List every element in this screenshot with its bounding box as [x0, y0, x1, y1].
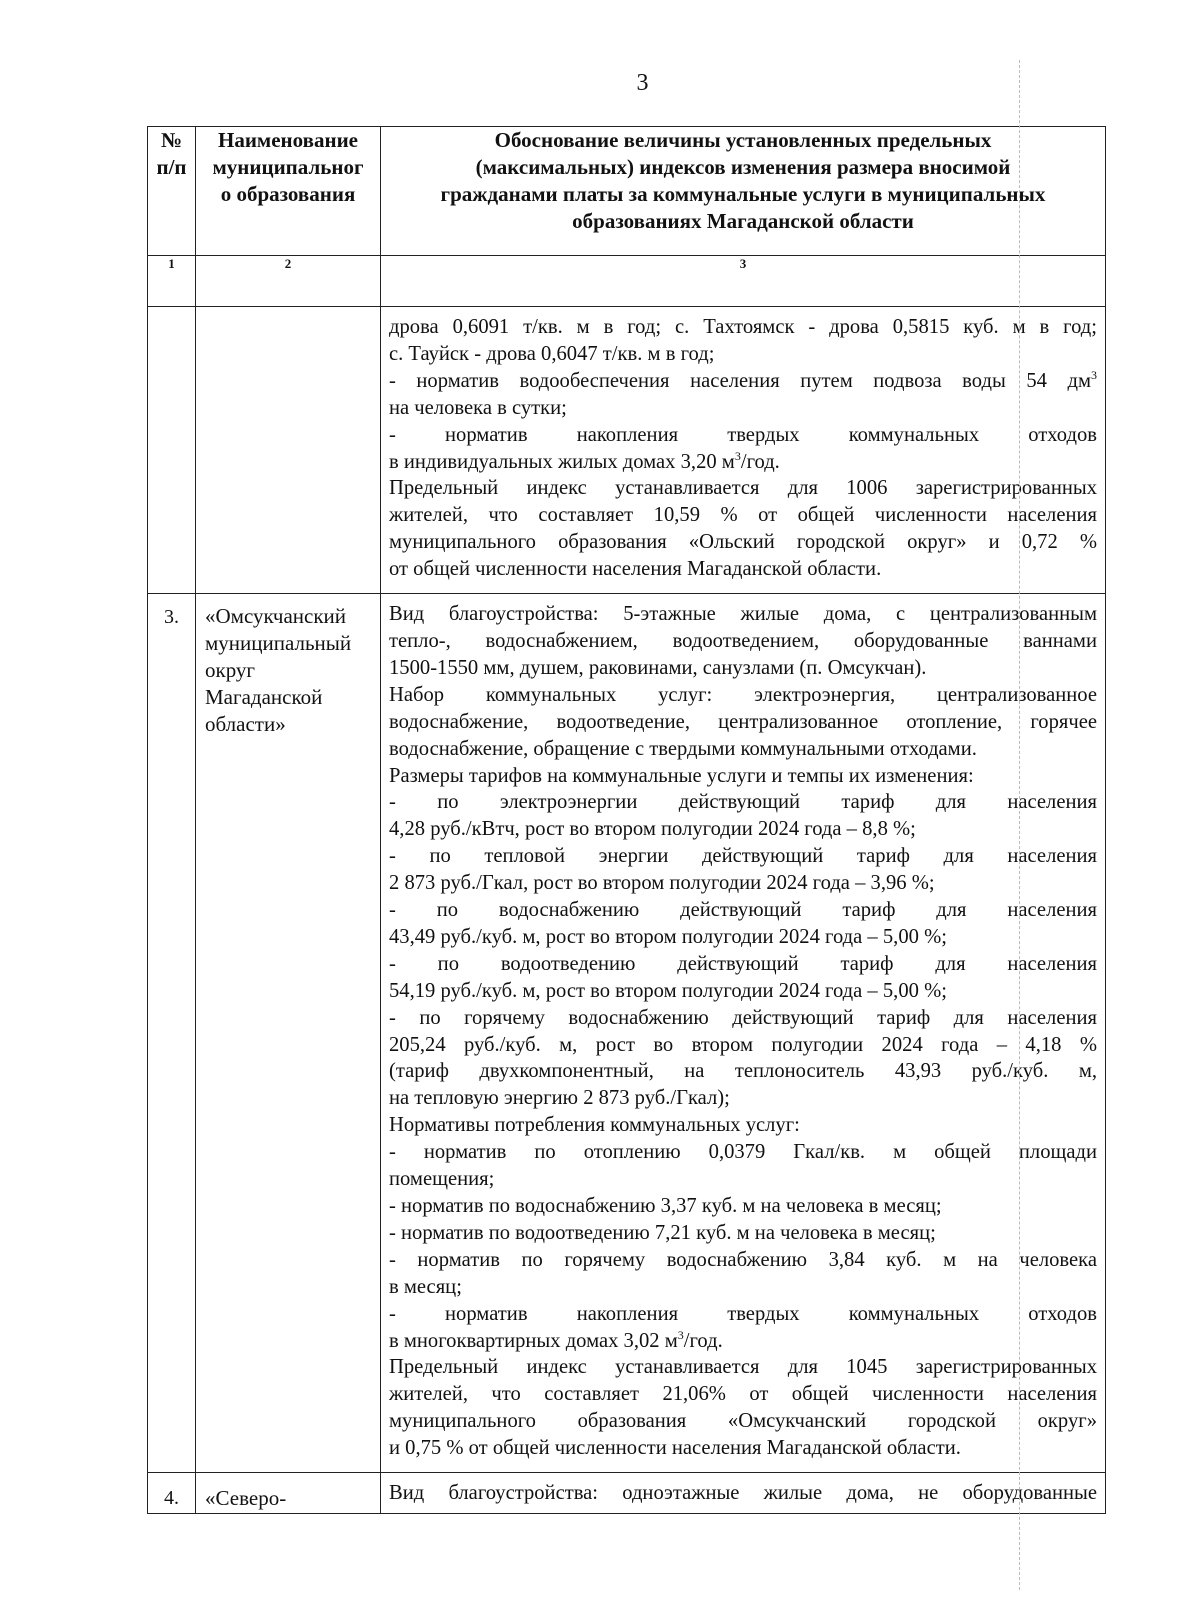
- text-line: - норматив по водоснабжению 3,37 куб. м на человека в месяц;: [389, 1195, 942, 1217]
- text-line: - норматив по отоплению 0,0379 Гкал/кв. м общей площади: [389, 1141, 1097, 1164]
- text-line: 1500-1550 мм, душем, раковинами, санузлами (п. Омсукчан).: [389, 656, 927, 679]
- column-number-3: 3: [381, 256, 1106, 307]
- header-number-cell: [148, 127, 196, 256]
- justification-text: [381, 307, 1106, 594]
- text-line: Набор коммунальных услуг: электроэнергия, централизованное: [389, 683, 1097, 706]
- text-line: муниципального образования «Омсукчанский городской округ»: [389, 1410, 1097, 1433]
- municipality-name-line: области»: [205, 712, 286, 737]
- municipality-name-line: муниципальный: [205, 631, 352, 656]
- row-number: 4.: [148, 1473, 196, 1514]
- superscript: 3: [734, 448, 741, 463]
- column-number-1: 1: [148, 256, 196, 307]
- header-justification-label: гражданами платы за коммунальные услуги в муниципальных: [440, 182, 1046, 206]
- text-line: водоснабжение, водоотведение, централизованное отопление, горячее: [389, 710, 1097, 733]
- text-line: Предельный индекс устанавливается для 1006 зарегистрированных: [389, 477, 1097, 500]
- municipality-name: [196, 1473, 381, 1514]
- header-justification-label: образованиях Магаданской области: [572, 209, 914, 233]
- justification-table: [147, 126, 1106, 1514]
- text-line: жителей, что составляет 10,59 % от общей численности населения: [389, 504, 1097, 527]
- header-name-label: Наименование: [218, 128, 358, 152]
- text-line: Размеры тарифов на коммунальные услуги и темпы их изменения:: [389, 764, 974, 787]
- text-line: - норматив по водоотведению 7,21 куб. м на человека в месяц;: [389, 1221, 936, 1244]
- header-justification-label: Обоснование величины установленных предельных: [494, 128, 992, 152]
- text-line: на человека в сутки;: [389, 396, 567, 419]
- text-line: с. Тауйск - дрова 0,6047 т/кв. м в год;: [389, 342, 715, 365]
- text-line: Предельный индекс устанавливается для 1045 зарегистрированных: [389, 1356, 1097, 1379]
- table-row: [148, 1473, 1106, 1514]
- text-line: - по горячему водоснабжению действующий тариф для населения: [389, 1006, 1097, 1029]
- row-number: 3.: [148, 594, 196, 1473]
- header-justification-label: (максимальных) индексов изменения размера вносимой: [475, 155, 1011, 179]
- text-line: Нормативы потребления коммунальных услуг:: [389, 1114, 800, 1137]
- header-name-label: муниципальног: [212, 155, 364, 179]
- municipality-name: [196, 307, 381, 594]
- header-name-cell: [196, 127, 381, 256]
- column-number-2: 2: [196, 256, 381, 307]
- justification-text: [381, 1473, 1106, 1514]
- text-line: - норматив водообеспечения населения путем подвоза воды 54 $дм^3$: [389, 367, 1097, 392]
- text-line: Вид благоустройства: одноэтажные жилые дома, не оборудованные: [389, 1482, 1097, 1505]
- row-number: [148, 307, 196, 594]
- text-line: на тепловую энергию 2 873 руб./Гкал);: [389, 1087, 730, 1110]
- text-line: - норматив накопления твердых коммунальных отходов: [389, 423, 1097, 446]
- text-line: 205,24 руб./куб. м, рост во втором полугодии 2024 года – 4,18 %: [389, 1033, 1097, 1056]
- text-line: - по водоотведению действующий тариф для населения: [389, 952, 1097, 975]
- text-line: - по электроэнергии действующий тариф для населения: [389, 791, 1097, 814]
- text-line: в индивидуальных жилых домах 3,20 $м^3$/год.: [389, 448, 780, 473]
- municipality-name: [196, 594, 381, 1473]
- text-line: - норматив накопления твердых коммунальных отходов: [389, 1302, 1097, 1325]
- municipality-name-line: Магаданской: [205, 685, 323, 710]
- text-line: (тариф двухкомпонентный, на теплоноситель 43,93 руб./куб. м,: [389, 1060, 1097, 1083]
- header-name-label: о образования: [220, 182, 356, 206]
- text-line: 43,49 руб./куб. м, рост во втором полугодии 2024 года – 5,00 %;: [389, 925, 947, 948]
- text-line: дрова 0,6091 т/кв. м в год; с. Тахтоямск - дрова 0,5815 куб. м в год;: [389, 316, 1097, 338]
- page-number: 3: [636, 70, 649, 96]
- text-line: - по тепловой энергии действующий тариф для населения: [389, 845, 1097, 868]
- text-line: в многоквартирных домах 3,02 $м^3$/год.: [389, 1327, 723, 1352]
- table-header-row: [148, 127, 1106, 256]
- text-line: 54,19 руб./куб. м, рост во втором полугодии 2024 года – 5,00 %;: [389, 979, 947, 1002]
- scan-artifact-line: [1019, 60, 1020, 1590]
- text-line: тепло-, водоснабжением, водоотведением, оборудованные ваннами: [389, 629, 1097, 652]
- table-row: [148, 594, 1106, 1473]
- header-number-label: №: [160, 128, 183, 152]
- column-number-row: [148, 256, 1106, 307]
- superscript: 3: [677, 1327, 684, 1342]
- header-number-label: п/п: [156, 155, 187, 179]
- text-line: - по водоснабжению действующий тариф для населения: [389, 899, 1097, 922]
- municipality-name-line: «Северо-: [205, 1486, 287, 1511]
- text-line: 4,28 руб./кВтч, рост во втором полугодии 2024 года – 8,8 %;: [389, 818, 916, 841]
- table-row: [148, 307, 1106, 594]
- municipality-name-line: «Омсукчанский: [205, 604, 347, 629]
- text-line: помещения;: [389, 1168, 495, 1191]
- text-line: - норматив по горячему водоснабжению 3,84 куб. м на человека: [389, 1248, 1097, 1271]
- text-line: водоснабжение, обращение с твердыми коммунальными отходами.: [389, 737, 977, 760]
- text-line: жителей, что составляет 21,06% от общей численности населения: [389, 1383, 1097, 1406]
- text-line: 2 873 руб./Гкал, рост во втором полугодии 2024 года – 3,96 %;: [389, 872, 935, 895]
- municipality-name-line: округ: [205, 658, 256, 683]
- text-line: и 0,75 % от общей численности населения Магаданской области.: [389, 1437, 961, 1460]
- header-justification-cell: [381, 127, 1106, 256]
- text-line: в месяц;: [389, 1275, 462, 1298]
- text-line: от общей численности населения Магаданской области.: [389, 558, 882, 581]
- text-line: Вид благоустройства: 5-этажные жилые дома, с централизованным: [389, 603, 1097, 626]
- superscript: 3: [1091, 367, 1097, 382]
- text-line: муниципального образования «Ольский городской округ» и 0,72 %: [389, 531, 1097, 554]
- justification-text: [381, 594, 1106, 1473]
